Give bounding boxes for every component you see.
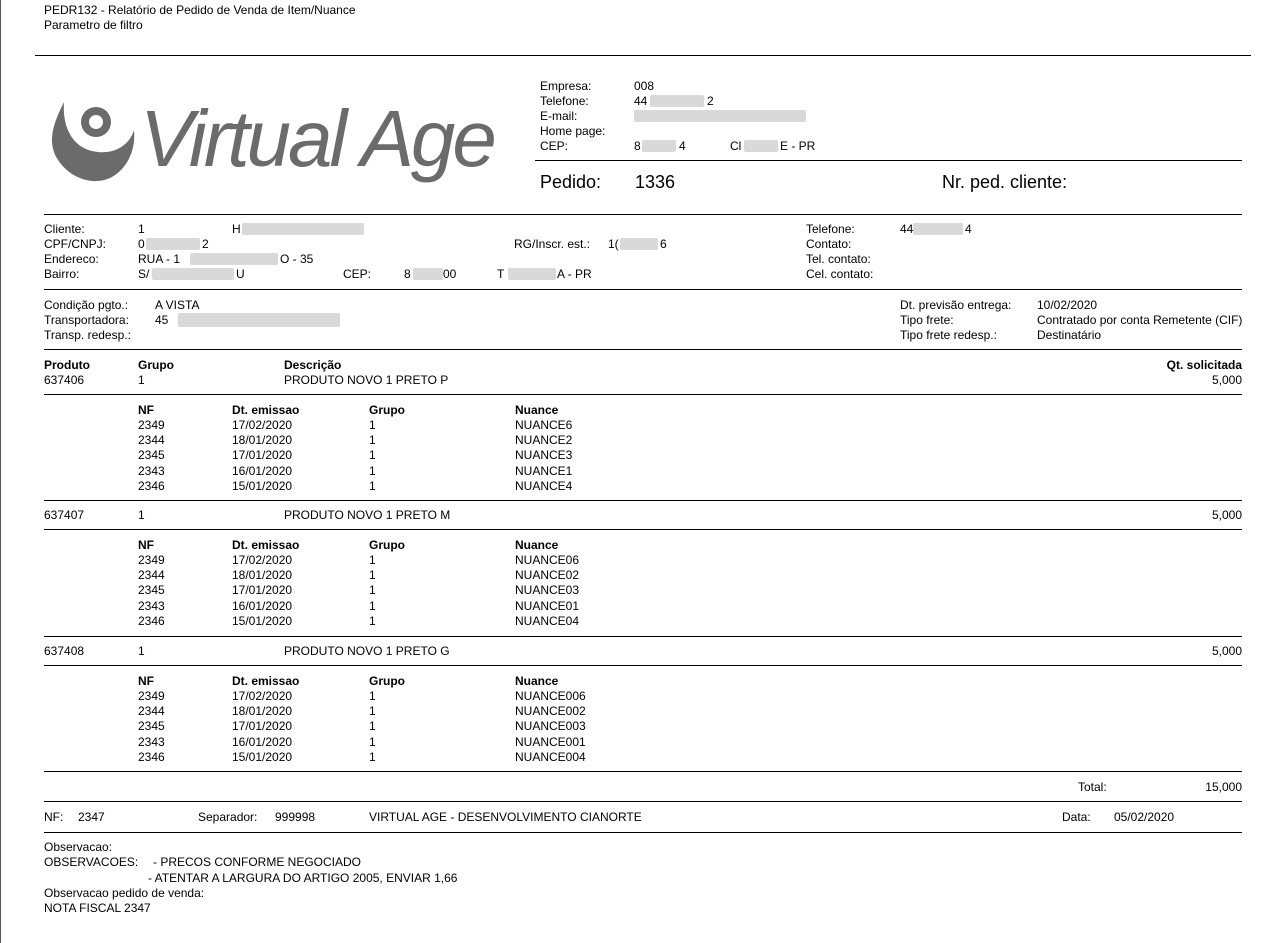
nf-row-grupo: 1 xyxy=(369,568,376,583)
nf-row-grupo: 1 xyxy=(369,478,376,493)
sub-header-dt-emissao: Dt. emissao xyxy=(232,674,300,688)
nf-row-nf: 2346 xyxy=(138,478,165,493)
company-city-prefix: Cl xyxy=(730,139,742,153)
nf-row-dt-emissao: 17/01/2020 xyxy=(232,448,293,463)
company-telefone-suffix: 2 xyxy=(707,94,714,108)
company-cep-value: 8 xyxy=(634,139,641,153)
nf-row-nuance: NUANCE6 xyxy=(515,418,573,432)
company-logo xyxy=(44,82,514,204)
item-grupo: 1 xyxy=(138,508,145,522)
endereco-label: Endereco: xyxy=(44,252,99,266)
client-telefone-label: Telefone: xyxy=(806,222,855,236)
company-telefone-value: 44 xyxy=(634,94,648,108)
cpf-value: 0 xyxy=(138,237,145,251)
endereco-suffix: O - 35 xyxy=(280,252,314,266)
divider xyxy=(44,771,1242,772)
footer-nf-value: 2347 xyxy=(78,810,105,824)
sub-header-grupo: Grupo xyxy=(369,403,405,417)
item-grupo: 1 xyxy=(138,644,145,658)
redacted-text xyxy=(642,140,676,152)
client-cep-value: 8 xyxy=(404,267,411,281)
nf-row-nf: 2343 xyxy=(138,463,165,478)
client-telefone-value: 44 xyxy=(900,222,914,236)
logo-text: Virtual Age xyxy=(140,94,494,183)
bairro-label: Bairro: xyxy=(44,267,80,281)
client-telefone-suffix: 4 xyxy=(965,222,972,236)
redacted-text xyxy=(413,268,443,280)
cliente-value: 1 xyxy=(138,222,145,236)
nf-row-dt-emissao: 16/01/2020 xyxy=(232,463,293,478)
nf-row-dt-emissao: 16/01/2020 xyxy=(232,734,293,749)
total-value: 15,000 xyxy=(1205,780,1242,794)
endereco-value: RUA - 1 xyxy=(138,252,181,266)
sub-header-nuance: Nuance xyxy=(515,674,559,688)
rg-label: RG/Inscr. est.: xyxy=(514,237,591,251)
redacted-text xyxy=(634,110,806,122)
client-city-prefix: T xyxy=(497,267,505,281)
bairro-value: S/ xyxy=(138,267,150,281)
sub-header-grupo: Grupo xyxy=(369,538,405,552)
nf-row-nf: 2349 xyxy=(138,689,165,703)
nf-row-grupo: 1 xyxy=(369,689,376,703)
observacoes-label: OBSERVACOES: xyxy=(44,855,139,869)
cliente-label: Cliente: xyxy=(44,222,85,236)
nf-row-dt-emissao: 15/01/2020 xyxy=(232,613,293,628)
transp-redesp-label: Transp. redesp.: xyxy=(44,328,131,342)
tipo-frete-redesp-value: Destinatário xyxy=(1037,328,1102,342)
rg-value: 1( xyxy=(608,237,619,251)
divider xyxy=(44,832,1242,833)
nf-row-nf: 2349 xyxy=(138,553,165,567)
nf-row-grupo: 1 xyxy=(369,719,376,734)
dt-previsao-label: Dt. previsão entrega: xyxy=(900,298,1012,312)
redacted-text xyxy=(146,238,200,250)
redacted-text xyxy=(650,95,704,107)
tel-contato-label: Tel. contato: xyxy=(806,252,871,266)
nf-row-dt-emissao: 17/01/2020 xyxy=(232,583,293,598)
nf-row-nuance: NUANCE004 xyxy=(515,749,586,764)
pedido-value: 1336 xyxy=(635,172,676,192)
divider xyxy=(44,500,1242,501)
nf-row-dt-emissao: 18/01/2020 xyxy=(232,704,293,719)
nf-row-nf: 2345 xyxy=(138,448,165,463)
separador-value: 999998 xyxy=(275,810,316,824)
divider xyxy=(44,394,1242,395)
item-produto: 637406 xyxy=(44,373,85,387)
sub-header-dt-emissao: Dt. emissao xyxy=(232,403,300,417)
cpf-suffix: 2 xyxy=(202,237,209,251)
nf-row-grupo: 1 xyxy=(369,553,376,567)
company-city-suffix: E - PR xyxy=(780,139,816,153)
nf-row-grupo: 1 xyxy=(369,463,376,478)
condicao-value: A VISTA xyxy=(155,298,200,312)
sub-header-nf: NF xyxy=(138,403,154,417)
item-qt: 5,000 xyxy=(1211,644,1242,658)
item-grupo: 1 xyxy=(138,373,145,387)
nf-row-dt-emissao: 15/01/2020 xyxy=(232,749,293,764)
nf-row-dt-emissao: 18/01/2020 xyxy=(232,568,293,583)
pedido-label: Pedido: xyxy=(540,172,602,192)
divider xyxy=(44,636,1242,637)
redacted-text xyxy=(242,223,364,235)
rg-suffix: 6 xyxy=(660,237,667,251)
separador-label: Separador: xyxy=(198,810,258,824)
redacted-text xyxy=(178,313,340,327)
col-header-descricao: Descrição xyxy=(284,358,342,372)
empresa-label: Empresa: xyxy=(540,79,592,93)
divider xyxy=(535,160,1242,161)
observacao-label: Observacao: xyxy=(44,840,113,854)
divider xyxy=(35,55,1251,56)
total-label: Total: xyxy=(1078,780,1107,794)
data-value: 05/02/2020 xyxy=(1114,810,1175,824)
nf-row-grupo: 1 xyxy=(369,433,376,448)
condicao-label: Condição pgto.: xyxy=(44,298,129,312)
item-descricao: PRODUTO NOVO 1 PRETO P xyxy=(284,373,449,387)
nf-row-nuance: NUANCE003 xyxy=(515,719,586,734)
nf-row-nf: 2343 xyxy=(138,734,165,749)
nf-row-grupo: 1 xyxy=(369,448,376,463)
data-label: Data: xyxy=(1062,810,1091,824)
report-subtitle: Parametro de filtro xyxy=(44,18,143,32)
nf-row-nuance: NUANCE006 xyxy=(515,689,586,703)
nf-row-nuance: NUANCE001 xyxy=(515,734,586,749)
nf-row-grupo: 1 xyxy=(369,583,376,598)
nf-row-dt-emissao: 17/02/2020 xyxy=(232,418,293,432)
item-produto: 637408 xyxy=(44,644,85,658)
redacted-text xyxy=(913,223,963,235)
nf-row-nf: 2345 xyxy=(138,719,165,734)
col-header-grupo: Grupo xyxy=(138,358,174,372)
client-cep-suffix: 00 xyxy=(443,267,457,281)
cpf-label: CPF/CNPJ: xyxy=(44,237,107,251)
nf-row-nuance: NUANCE06 xyxy=(515,553,580,567)
nf-row-grupo: 1 xyxy=(369,613,376,628)
nf-row-nuance: NUANCE04 xyxy=(515,613,580,628)
company-cep-suffix: 4 xyxy=(679,139,686,153)
divider xyxy=(44,349,1242,350)
sub-header-dt-emissao: Dt. emissao xyxy=(232,538,300,552)
nf-row-grupo: 1 xyxy=(369,598,376,613)
nf-row-nf: 2349 xyxy=(138,418,165,432)
nf-row-grupo: 1 xyxy=(369,704,376,719)
nf-row-nuance: NUANCE01 xyxy=(515,598,580,613)
client-cep-label: CEP: xyxy=(343,267,372,281)
bairro-suffix: U xyxy=(236,267,245,281)
page-left-edge xyxy=(0,0,1,943)
company-email-label: E-mail: xyxy=(540,109,578,123)
nf-row-nuance: NUANCE2 xyxy=(515,433,573,448)
divider xyxy=(44,289,1242,290)
item-produto: 637407 xyxy=(44,508,85,522)
company-cep-label: CEP: xyxy=(540,139,569,153)
obs-pedido-label: Observacao pedido de venda: xyxy=(44,886,205,900)
redacted-text xyxy=(744,140,778,152)
cliente-name-prefix: H xyxy=(232,222,241,236)
contato-label: Contato: xyxy=(806,237,852,251)
nf-row-grupo: 1 xyxy=(369,734,376,749)
tipo-frete-label: Tipo frete: xyxy=(900,313,954,327)
item-qt: 5,000 xyxy=(1211,508,1242,522)
nf-row-nf: 2344 xyxy=(138,704,165,719)
nf-row-dt-emissao: 16/01/2020 xyxy=(232,598,293,613)
nr-ped-cliente-label: Nr. ped. cliente: xyxy=(942,172,1068,192)
item-descricao: PRODUTO NOVO 1 PRETO M xyxy=(284,508,451,522)
tipo-frete-redesp-label: Tipo frete redesp.: xyxy=(900,328,997,342)
nf-row-dt-emissao: 17/02/2020 xyxy=(232,553,293,567)
dt-previsao-value: 10/02/2020 xyxy=(1037,298,1098,312)
obs-pedido-value: NOTA FISCAL 2347 xyxy=(44,901,151,915)
sub-header-nuance: Nuance xyxy=(515,538,559,552)
nf-row-nuance: NUANCE02 xyxy=(515,568,580,583)
nf-row-nf: 2345 xyxy=(138,583,165,598)
tipo-frete-value: Contratado por conta Remetente (CIF) xyxy=(1037,313,1243,327)
sub-header-nf: NF xyxy=(138,538,154,552)
redacted-text xyxy=(152,268,234,280)
nf-row-dt-emissao: 17/01/2020 xyxy=(232,719,293,734)
nf-row-dt-emissao: 18/01/2020 xyxy=(232,433,293,448)
sub-header-nuance: Nuance xyxy=(515,403,559,417)
nf-row-grupo: 1 xyxy=(369,418,376,432)
transportadora-value: 45 xyxy=(155,313,169,327)
company-telefone-label: Telefone: xyxy=(540,94,589,108)
redacted-text xyxy=(620,238,658,250)
nf-row-nf: 2343 xyxy=(138,598,165,613)
redacted-text xyxy=(508,268,556,280)
nf-row-nf: 2346 xyxy=(138,749,165,764)
nf-row-dt-emissao: 17/02/2020 xyxy=(232,689,293,703)
homepage-label: Home page: xyxy=(540,124,606,138)
transportadora-label: Transportadora: xyxy=(44,313,129,327)
divider xyxy=(44,801,1242,802)
divider xyxy=(44,214,1242,215)
col-header-produto: Produto xyxy=(44,358,90,372)
divider xyxy=(44,665,1242,666)
nf-row-nuance: NUANCE1 xyxy=(515,463,573,478)
sub-header-grupo: Grupo xyxy=(369,674,405,688)
nf-row-nf: 2346 xyxy=(138,613,165,628)
nf-row-nuance: NUANCE4 xyxy=(515,478,573,493)
nf-row-grupo: 1 xyxy=(369,749,376,764)
empresa-value: 008 xyxy=(634,79,655,93)
divider xyxy=(44,529,1242,530)
sub-header-nf: NF xyxy=(138,674,154,688)
col-header-qt: Qt. solicitada xyxy=(1166,358,1242,372)
cel-contato-label: Cel. contato: xyxy=(806,267,874,281)
nf-row-nf: 2344 xyxy=(138,433,165,448)
nf-row-nuance: NUANCE002 xyxy=(515,704,586,719)
separador-name: VIRTUAL AGE - DESENVOLVIMENTO CIANORTE xyxy=(369,810,642,824)
nf-row-dt-emissao: 15/01/2020 xyxy=(232,478,293,493)
report-title: PEDR132 - Relatório de Pedido de Venda de Item/Nuance xyxy=(44,3,356,17)
item-qt: 5,000 xyxy=(1211,373,1242,387)
client-city-suffix: A - PR xyxy=(557,267,592,281)
footer-nf-label: NF: xyxy=(44,810,64,824)
observacoes-line-2: - ATENTAR A LARGURA DO ARTIGO 2005, ENVIAR 1,66 xyxy=(148,871,458,885)
nf-row-nuance: NUANCE03 xyxy=(515,583,580,598)
nf-row-nf: 2344 xyxy=(138,568,165,583)
redacted-text xyxy=(190,253,278,265)
observacoes-line-1: - PRECOS CONFORME NEGOCIADO xyxy=(153,855,362,869)
nf-row-nuance: NUANCE3 xyxy=(515,448,573,463)
item-descricao: PRODUTO NOVO 1 PRETO G xyxy=(284,644,450,658)
